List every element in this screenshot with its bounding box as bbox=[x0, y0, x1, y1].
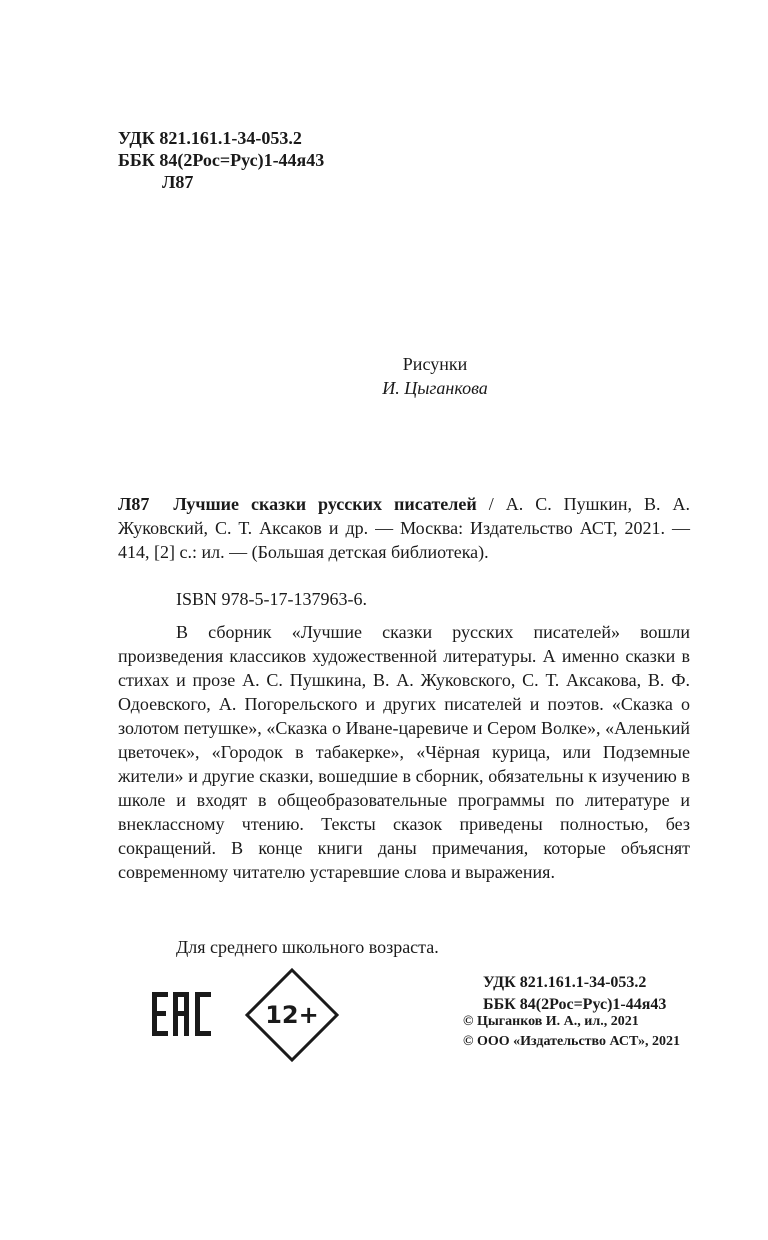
book-title: Лучшие сказки русских писателей bbox=[173, 494, 477, 514]
classification-codes-bottom bbox=[483, 972, 666, 1016]
illustrations-label: Рисунки bbox=[402, 354, 468, 374]
classification-codes bbox=[118, 127, 324, 193]
bibliographic-entry bbox=[118, 492, 690, 564]
age-rating-label: 12+ bbox=[265, 1001, 319, 1029]
bbk-code: ББК 84(2Рос=Рус)1-44я43 bbox=[118, 150, 325, 170]
copyright-illustrator: © Цыганков И. А., ил., 2021 bbox=[463, 1014, 639, 1029]
udk-code-bottom: УДК 821.161.1-34-053.2 bbox=[483, 974, 647, 991]
udk-code: УДК 821.161.1-34-053.2 bbox=[118, 128, 302, 148]
eac-icon bbox=[150, 990, 214, 1038]
age-rating-badge bbox=[244, 967, 340, 1063]
entry-mark: Л87 bbox=[118, 494, 150, 514]
entry-details: / А. С. Пушкин, В. А. Жуковский, С. Т. Аксаков и др. — Москва: Издательство АСТ, 2021. — 414, [2] с.: ил. — (Большая детская библиотека). bbox=[118, 494, 691, 562]
isbn: ISBN 978-5-17-137963-6. bbox=[176, 589, 367, 609]
copyright-block bbox=[463, 1012, 680, 1052]
illustrations-credit bbox=[300, 352, 570, 400]
bbk-code-bottom: ББК 84(2Рос=Рус)1-44я43 bbox=[483, 996, 667, 1013]
illustrator-name: И. Цыганкова bbox=[382, 378, 488, 398]
author-mark: Л87 bbox=[162, 172, 194, 192]
annotation: В сборник «Лучшие сказки русских писателей» вошли произведения классиков художественной литературы. А именно сказки в стихах и прозе А. С. Пушкина, В. А. Жуковского, С. Т. Аксакова, В. Ф. Одоевского, А. Погорельского и других писателей и поэтов. «Сказка о золотом петушке», «Сказка о Иване-царевиче и Сером Волке», «Аленький цветочек», «Городок в табакерке», «Чёрная курица, или Подземные жители» и другие сказки, вошедшие в сборник, обязательны к изучению в школе и входят в общеобразовательные программы по литературе и внеклассному чтению. Тексты сказок приведены полностью, без сокращений. В конце книги даны примечания, которые объяснят современному читателю устаревшие слова и выражения. bbox=[118, 622, 690, 882]
copyright-publisher: © ООО «Издательство АСТ», 2021 bbox=[463, 1034, 681, 1049]
audience-note: Для среднего школьного возраста. bbox=[176, 937, 439, 957]
